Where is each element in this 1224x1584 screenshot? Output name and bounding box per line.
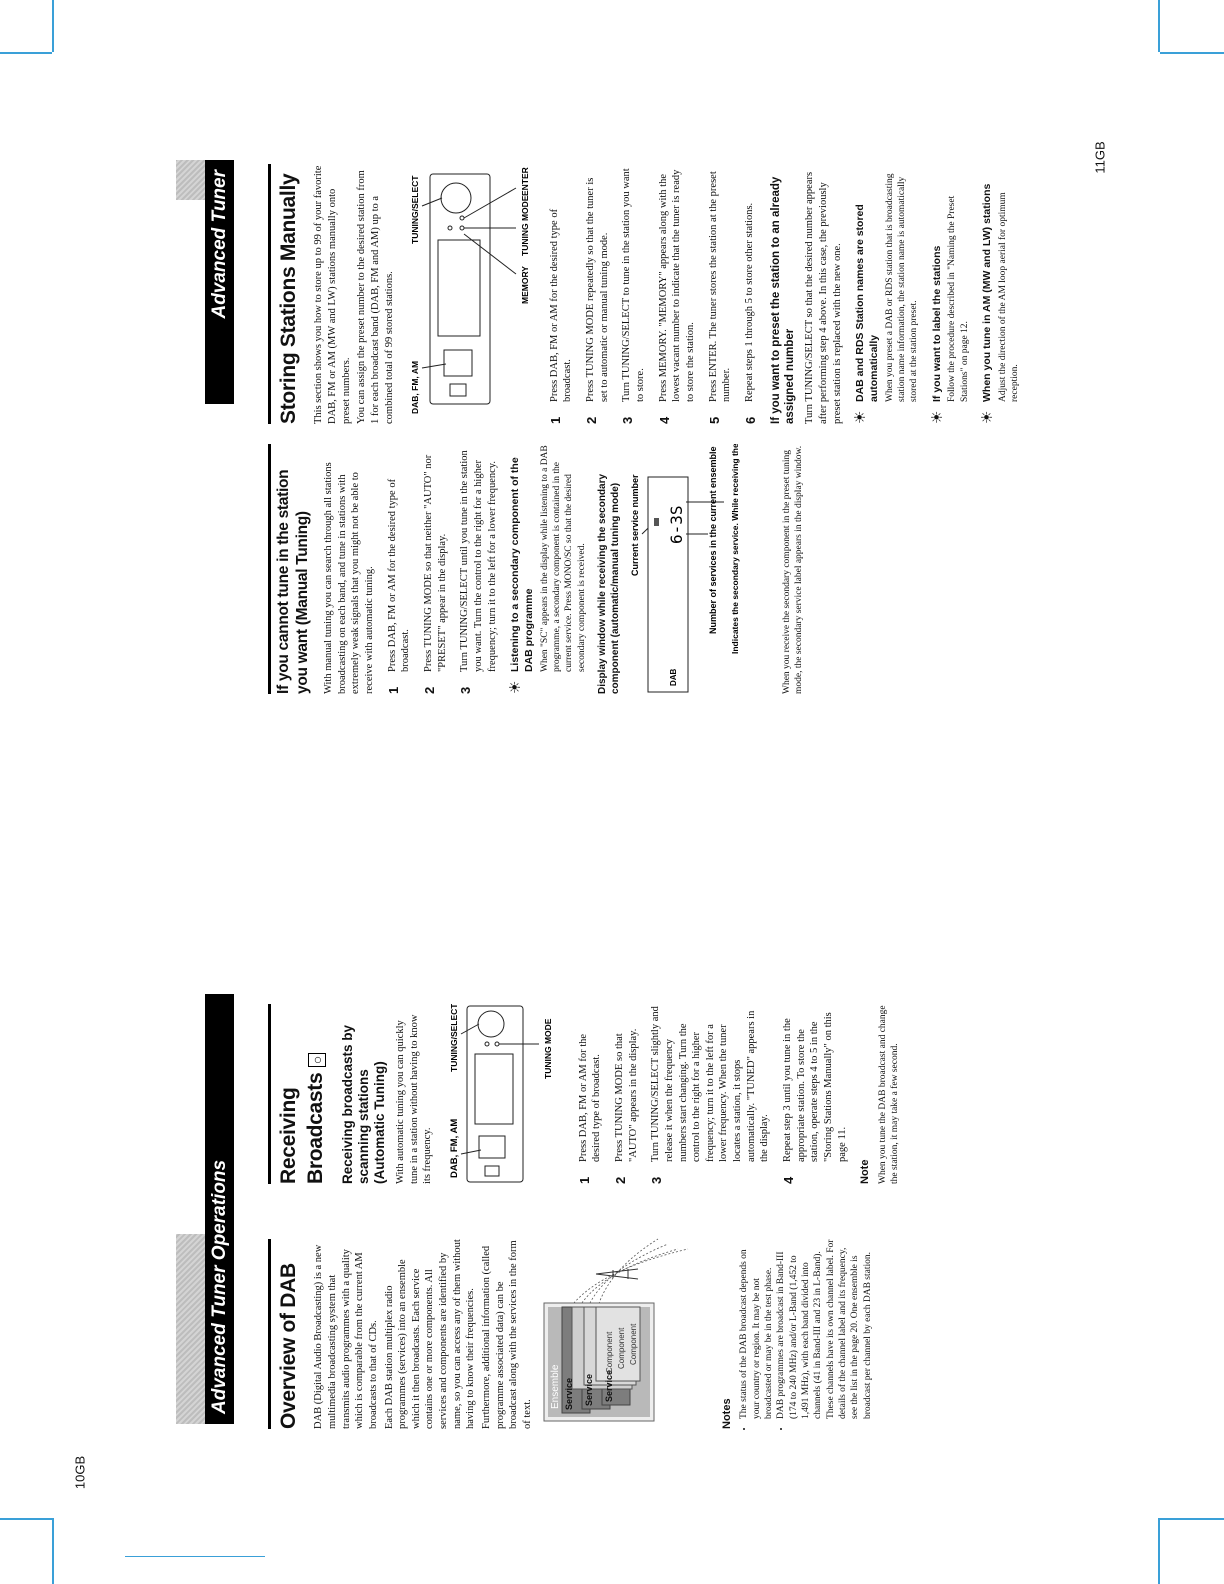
band-buttons-label: DAB, FM, AM <box>449 1118 461 1178</box>
manual-step: 1 Press DAB, FM or AM for the desired type of broadcast. <box>385 478 412 694</box>
display-figure-title: Display window while receiving the secondary component (automatic/manual tuning mode) <box>596 473 621 694</box>
tuner-front-panel-figure <box>443 1004 563 1184</box>
overview-column <box>268 1239 537 1429</box>
component-label: Component <box>629 1323 638 1365</box>
page-number-right: 11GB <box>1092 141 1108 174</box>
tuning-mode-label: TUNING MODE <box>543 1018 554 1079</box>
storing-intro: You can assign the preset number to the desired station from 1 for each broadcast band (DAB, FM and AM) up to a combined total of 99 stored stations. <box>356 170 395 424</box>
component-label: Component <box>605 1331 614 1373</box>
storing-title: Storing Stations Manually <box>268 164 302 424</box>
storing-tip: ☀ When you tune in AM (MW and LW) stations Adjust the direction of the AM loop aerial for optimum reception. <box>979 183 1020 424</box>
receiving-subtitle: Receiving broadcasts by scanning stations (Automatic Tuning) <box>339 1024 387 1184</box>
receiving-note: When you tune the DAB broadcast and change the station, it may take a few second. <box>877 1005 900 1184</box>
secondary-indicator-label: Indicates the secondary service. While receiving the primary service, "P" appears. <box>729 444 740 654</box>
manual-intro: With manual tuning you can search through all stations broadcasting on each band, and tune in stations with extremely weak signals that you might not be able to receive with automatic tuning. <box>323 462 376 694</box>
overview-paragraph: DAB (Digital Audio Broadcasting) is a new multimedia broadcasting system that transmits audio programmes with a quality which is comparable from the current AM broadcasts to that of CDs. <box>313 1244 379 1429</box>
tuning-select-label: TUNING/SELECT <box>449 1004 460 1072</box>
overview-title: Overview of DAB <box>268 1239 302 1429</box>
lightbulb-icon: ☀ <box>853 410 870 424</box>
manual-closing: When you receive the secondary component in the preset tuning mode, the secondary service label appears in the display window. <box>781 445 804 694</box>
receiving-step: 1 Press DAB, FM or AM for the desired type of broadcast. <box>576 1033 603 1184</box>
receiving-intro: With automatic tuning you can quickly tune in a station without having to know its frequency. <box>395 1014 434 1184</box>
receiving-step: 4 Repeat step 3 until you tune in the appropriate station. To store the station, operate steps 4 to 5 in the "Storing Stations Manually" on this page 11. <box>781 1012 848 1184</box>
display-readout: 6-3S <box>666 505 686 544</box>
preset-assigned-text: Turn TUNING/SELECT so that the desired number appears after performing step 4 above. In this case, the previously preset station is replaced with the new one. <box>804 171 843 424</box>
storing-intro: This section shows you how to store up to 99 of your favorite DAB, FM or AM (MW and LW) stations manually onto preset numbers. <box>313 165 352 424</box>
tuning-select-label: TUNING/SELECT <box>410 175 421 244</box>
notes-title: Notes <box>721 1398 733 1429</box>
service-label: Service <box>564 1377 574 1410</box>
page-number-left: 10GB <box>72 1455 88 1490</box>
preset-assigned-title: If you want to preset the station to an already assigned number <box>769 176 796 424</box>
ensemble-label: Ensemble <box>550 1364 561 1409</box>
section-header-right: Advanced Tuner Operations <box>205 160 234 404</box>
storing-tip: ☀ If you want to label the stations Follow the procedure described in "Naming the Preset Stations" on page 12. <box>929 195 970 424</box>
service-label: Service <box>604 1369 614 1402</box>
storing-step: 6 Repeat steps 1 through 5 to store other stations. <box>742 202 758 424</box>
receiving-title: Receiving Broadcasts ○ <box>268 1004 330 1184</box>
receiving-column <box>268 1004 903 1184</box>
storing-step: 3 Turn TUNING/SELECT to tune in the station you want to store. <box>620 168 646 424</box>
overview-notes <box>720 1234 874 1429</box>
service-label: Service <box>584 1373 594 1406</box>
receiving-step: 3 Turn TUNING/SELECT slightly and release it when the frequency numbers start changing. Turn the control to the right for a higher frequency; turn it to the left for a lower frequency. When the tuner locates a station, it stops automatically. "TUNED" appears in the display. <box>649 1006 771 1184</box>
storing-step: 5 Press ENTER. The tuner stores the station at the preset number. <box>706 171 733 424</box>
manual-tuning-column <box>268 444 807 694</box>
manual-step: 2 Press TUNING MODE so that neither "AUTO" nor "PRESET" appear in the display. <box>422 454 448 694</box>
component-label: Component <box>617 1327 626 1369</box>
storing-step: 4 Press MEMORY. "MEMORY" appears along with the lowest vacant number to indicate that the tuner is ready to store the station. <box>656 169 696 424</box>
memory-label: MEMORY <box>520 266 531 304</box>
note-item: • DAB programmes are broadcast in Band-III (174 to 240 MHz) and/or L-Band (1,452 to 1,491 MHz), with each band divided into channels (41 in Band-III and 23 in L-Band). These channels have its own channel label. For details of the channel label and its frequency, see the list in the page 20. One ensemble is broadcast per channel by each DAB station. <box>775 1234 874 1419</box>
overview-paragraph: Furthermore, additional information (called programme associated data) can be broadcast along with the services in the form of text. <box>480 1240 533 1429</box>
tuner-front-panel-figure-2 <box>404 164 534 424</box>
dab-ensemble-diagram <box>538 1234 713 1429</box>
current-service-label: Current service number <box>629 474 640 576</box>
dab-indicator: DAB <box>668 668 678 686</box>
storing-step: 1 Press DAB, FM or AM for the desired type of broadcast. <box>547 208 574 424</box>
tuning-mode-label: TUNING MODE <box>520 195 531 256</box>
receiving-step: 2 Press TUNING MODE so that "AUTO" appears in the display. <box>613 1028 639 1184</box>
section-header-left: Advanced Tuner Operations <box>205 994 234 1424</box>
overview-paragraph: Each DAB station multiplex radio programmes (services) into an ensemble which it then broadcasts. Each service contains one or more components. All services and components are identified by name, so you can access any of them without having to know their frequencies. <box>383 1239 477 1429</box>
lightbulb-icon: ☀ <box>929 410 946 424</box>
manual-tuning-title: If you cannot tune in the station you want (Manual Tuning) <box>268 444 312 694</box>
receiving-note-title: Note <box>859 1159 872 1184</box>
band-buttons-label: DAB, FM, AM <box>410 360 421 414</box>
storing-tip: ☀ DAB and RDS Station names are stored automatically When you preset a DAB or RDS station that is broadcasting station name information, the station name is automatically stored at the station preset. <box>853 173 920 424</box>
display-window-figure <box>626 444 776 694</box>
storing-column <box>268 164 1025 424</box>
lightbulb-icon: ☀ <box>979 410 996 424</box>
note-item: • The status of the DAB broadcast depends on your country or region. It may be not broadcasted or may be in the test phase. <box>738 1234 775 1419</box>
storing-step: 2 Press TUNING MODE repeatedly so that the tuner is set to automatic or manual tuning mode. <box>584 177 610 424</box>
manual-step: 3 Turn TUNING/SELECT until you tune in the station you want. Turn the control to the right for a higher frequency; turn it to the left for a lower frequency. <box>458 450 498 694</box>
enter-label: ENTER <box>520 167 531 196</box>
dab-broadcast-icon: ○ <box>308 1053 326 1067</box>
number-services-label: Number of services in the current ensemble <box>707 446 718 634</box>
secondary-component-tip: ☀ Listening to a secondary component of the DAB programme When "SC" appears in the display while listening to a DAB programme, a secondary component is contained in the current service. Press MONO/SC so that the desired secondary component is received. <box>508 445 587 694</box>
antenna-tower-icon <box>596 1269 638 1279</box>
lightbulb-icon: ☀ <box>508 680 525 694</box>
